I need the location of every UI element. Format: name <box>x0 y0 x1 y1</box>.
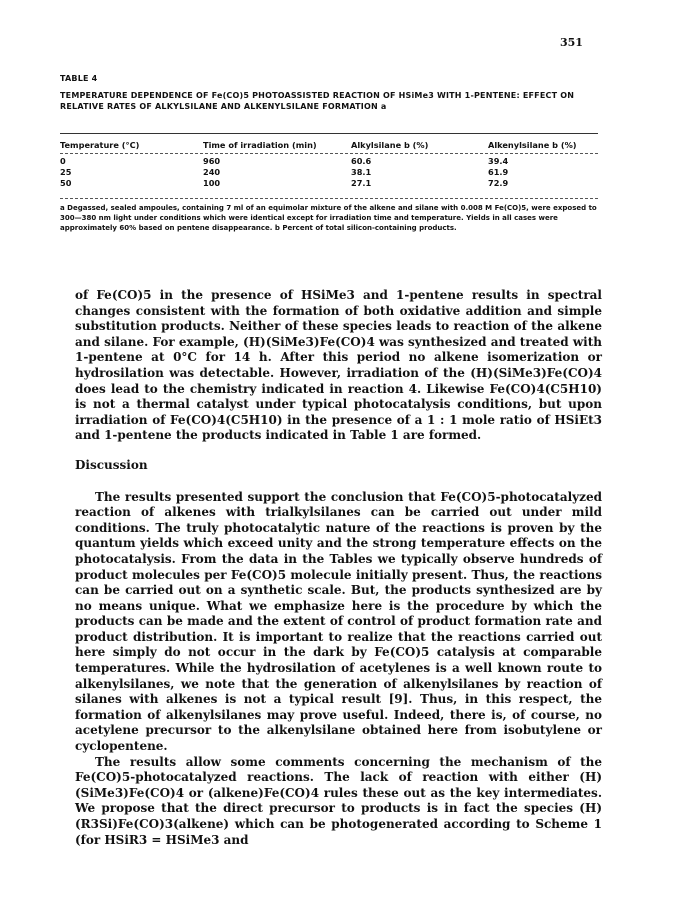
table-row <box>60 178 598 189</box>
body-text <box>75 288 602 848</box>
paragraph: The results presented support the conclusion that Fe(CO)5-photocatalyzed reaction of alkenes with trialkylsilanes can be carried out under mild conditions. The truly photocatalytic nature of the reactions is proven by the quantum yields which exceed unity and the strong temperature effects on the photocatalysis. From the data in the Tables we typically observe hundreds of product molecules per Fe(CO)5 molecule initially present. Thus, the reactions can be carried out on a synthetic scale. But, the products synthesized are by no means unique. What we emphasize here is the procedure by which the products can be made and the extent of control of product formation rate and product distribution. It is important to realize that the reactions carried out here simply do not occur in the dark by Fe(CO)5 catalysis at comparable temperatures. While the hydrosilation of acetylenes is a well known route to alkenylsilanes, we note that the generation of alkenylsilanes by reaction of silanes with alkenes is not a typical result [9]. Thus, in this respect, the formation of alkenylsilanes may prove useful. Indeed, there is, of course, no acetylene precursor to the alkenylsilane obtained here from isobutylene or cyclopentene. <box>75 489 602 754</box>
table-cell: 0 <box>60 156 66 166</box>
table-cell: 38.1 <box>351 167 372 177</box>
table-header-cell: Alkenylsilane b (%) <box>488 140 577 150</box>
table-cell: 61.9 <box>488 167 509 177</box>
table-bottom-rule <box>60 198 598 199</box>
table-caption: TEMPERATURE DEPENDENCE OF Fe(CO)5 PHOTOASSISTED REACTION OF HSiMe3 WITH 1-PENTENE: EFFECT ON RELATIVE RATES OF ALKYLSILANE AND ALKENYLSILANE FORMATION a <box>60 91 575 111</box>
table-header-cell: Alkylsilane b (%) <box>351 140 429 150</box>
table-cell: 39.4 <box>488 156 509 166</box>
table-label: TABLE 4 <box>60 74 98 83</box>
table-cell: 27.1 <box>351 178 372 188</box>
table-top-rule <box>60 133 598 134</box>
table-header-row <box>60 140 598 156</box>
table-header-cell: Temperature (°C) <box>60 140 140 150</box>
table-cell: 960 <box>203 156 221 166</box>
table-heading <box>60 73 600 112</box>
table-row <box>60 167 598 178</box>
table-cell: 60.6 <box>351 156 372 166</box>
table-cell: 100 <box>203 178 221 188</box>
paragraph: of Fe(CO)5 in the presence of HSiMe3 and 1-pentene results in spectral changes consistent with the formation of both oxidative addition and simple substitution products. Neither of these species leads to reaction of the alkene and silane. For example, (H)(SiMe3)Fe(CO)4 was synthesized and treated with 1-pentene at 0°C for 14 h. After this period no alkene isomerization or hydrosilation was detectable. However, irradiation of the (H)(SiMe3)Fe(CO)4 does lead to the chemistry indicated in reaction 4. Likewise Fe(CO)4(C5H10) is not a thermal catalyst under typical photocatalysis conditions, but upon irradiation of Fe(CO)4(C5H10) in the presence of a 1 : 1 mole ratio of HSiEt3 and 1-pentene the products indicated in Table 1 are formed. <box>75 288 602 443</box>
table-cell: 50 <box>60 178 72 188</box>
table-cell: 25 <box>60 167 72 177</box>
section-heading: Discussion <box>75 457 148 472</box>
page-number: 351 <box>560 36 583 49</box>
table-cell: 72.9 <box>488 178 509 188</box>
table-cell: 240 <box>203 167 221 177</box>
table-row <box>60 156 598 167</box>
data-table <box>60 140 598 189</box>
table-header-cell: Time of irradiation (min) <box>203 140 317 150</box>
paragraph: The results allow some comments concerning the mechanism of the Fe(CO)5-photocatalyzed reactions. The lack of reaction with either (H)(SiMe3)Fe(CO)4 or (alkene)Fe(CO)4 rules these out as the key intermediates. We propose that the direct precursor to products is in fact the species (H)(R3Si)Fe(CO)3(alkene) which can be photogenerated according to Scheme 1 (for HSiR3 = HSiMe3 and <box>75 754 602 847</box>
table-footnote: a Degassed, sealed ampoules, containing 7 ml of an equimolar mixture of the alkene and silane with 0.008 M Fe(CO)5, were exposed to 300—380 nm light under conditions which were identical except for irradiation time and temperature. Yields in all cases were approximately 60% based on pentene disappearance. b Percent of total silicon-containing products. <box>60 204 597 232</box>
